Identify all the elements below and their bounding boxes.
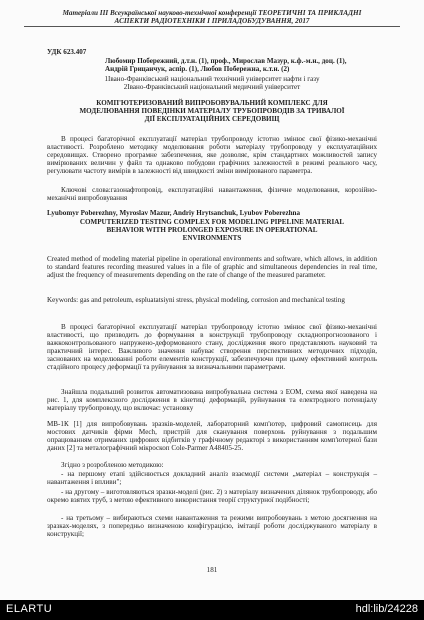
header-line-1: Матеріали III Всеукраїнської науково-технічної конференції ТЕОРЕТИЧНІ ТА ПРИКЛАДНІ: [62, 9, 362, 17]
title-ua-line-3: ДІЇ ЕКСПЛУАТАЦІЙНИХ СЕРЕДОВИЩ: [144, 115, 280, 124]
keywords-ua: Ключові слова:газонафтопровід, експлуатаційні навантаження, фізичне моделювання, корозійно-механічні випробовування: [47, 186, 377, 203]
affiliation-1: 1Івано-Франківський національний технічний університет нафти і газу: [104, 75, 320, 83]
title-en-line-1: COMPUTERIZED TESTING COMPLEX FOR MODELING PIPELINE MATERIAL: [79, 218, 345, 226]
affiliations: [47, 75, 377, 91]
authors-ua-line-1: Любомир Побережний, д.т.н. (1), проф., Мирослав Мазур, к.ф.-м.н., доц. (1),: [105, 57, 347, 65]
keywords-en: Keywords: gas and petroleum, espluatatsiyni stress, physical modeling, corrosion and mechanical testing: [47, 296, 345, 304]
body-paragraph-4: Згідно з розробленою методикою:: [61, 461, 164, 469]
title-ua-line-2: МОДЕЛЮВАННЯ ПОВЕДІНКИ МАТЕРІАЛУ ТРУБОПРОВОДІВ ЗА ТРИВАЛОЇ: [79, 107, 345, 116]
body-paragraph-1: В процесі багаторічної експлуатації матеріал трубопроводу істотно змінює свої фізико-механічні властивості, що призводить до формування в конструкції трубопроводу складнопрогнозованого і важкоконтрольованого напружено-деформованого стану, дослідження якого представляють науковий та практичний інтерес. Важливого значення набуває створення перспективних методичних підходів, заснованих на моделюванні роботи елементів конструкції, забезпечуючи при цьому ефективний контроль стадійного процесу деформації та руйнування за визначальними параметрами.: [47, 323, 377, 372]
title-ua: [47, 99, 377, 123]
list-item-2: - на другому – виготовляються зразки-моделі (рис. 2) з матеріалу визначених ділянок трубопроводу, або окремо взятих труб, з метою ефективного використання теорії структурної подібності;: [47, 488, 377, 505]
page-number: 181: [206, 566, 218, 574]
list-item-3: - на третьому – вибираються схеми навантаження та режими випробовувань з метою досягнення на зразках-моделях, з попередньо визначеною конфігурацією, імітації роботи досліджуваного матеріалу в конструкції;: [47, 514, 377, 539]
body-paragraph-2: Знайшла подальший розвиток автоматизована випробувальна система з ЕОМ, схема якої наведена на рис. 1, для комплексного дослідження в кінетиці деформацій, руйнування та електродного потенціалу матеріалу трубопроводу, що включає: установку: [47, 388, 377, 413]
title-en-line-3: ENVIRONMENTS: [182, 234, 242, 243]
abstract-ua: В процесі багаторічної експлуатації матеріал трубопроводу істотно змінює свої фізико-механічні властивості. Розроблено методику моделювання роботи матеріалу трубопроводу у експлуатаційних середовищах. Створено програмне забезпечення, яке дозволяє, крім стандартних можливостей запису вимірюваних величин у файл та однаково побудови графічних залежностей в режимі реального часу, регулювати частоту вимірів в залежності від швидкості зміни вимірюваного параметра.: [47, 135, 377, 176]
authors-ua: [47, 57, 377, 73]
body-paragraph-3: МВ-1К [1] для випробовувань зразків-моделей, лабораторний комп'ютер, цифровий самописець для мостових датчиків фірми Mech, пристрій для сканування поверхонь руйнування з подальшим опрацюванням отриманих цифрових відбитків у графічному редакторі з використанням комп'ютерної бази даних [2] та металографічний мікроскоп Cole-Parmer A48405-25.: [47, 420, 377, 453]
repository-name: ELARTU: [6, 603, 53, 615]
affiliation-2: 2Івано-Франківський національний медичний університет: [123, 83, 301, 92]
running-header: [24, 9, 400, 27]
udk-code: УДК 623.407: [47, 48, 87, 56]
repository-footer-bar: [0, 600, 424, 620]
list-item-1: - на першому етапі здійснюється докладний аналіз взаємодії системи „матеріал – конструкція – навантаження і впливи";: [47, 470, 377, 487]
header-line-2: АСПЕКТИ РАДІОТЕХНІКИ І ПРИЛАДОБУДУВАННЯ, 2017: [114, 17, 310, 26]
authors-ua-line-2: Андрій Грицанчук, аспір. (1), Любов Побережна, к.т.н. (2): [105, 65, 290, 74]
abstract-en: Created method of modeling material pipeline in operational environments and software, which allows, in addition to standard features recording measured values in a file of graphic and simultaneous dependencies in real time, adjust the frequency of measurements depending on the rate of change of the measured parameter.: [47, 255, 377, 280]
title-en-line-2: BEHAVIOR WITH PROLONGED EXPOSURE IN OPERATIONAL: [106, 226, 318, 235]
title-ua-line-1: КОМП'ЮТЕРИЗОВАНИЙ ВИПРОБОВУВАЛЬНИЙ КОМПЛЕКС ДЛЯ: [96, 99, 328, 107]
title-en: [47, 218, 377, 242]
authors-en: Lyubomyr Poberezhny, Myroslav Mazur, Andriy Hrytsanchuk, Lyubov Poberezhna: [47, 209, 301, 217]
handle-identifier: hdl:lib/24228: [355, 603, 418, 615]
